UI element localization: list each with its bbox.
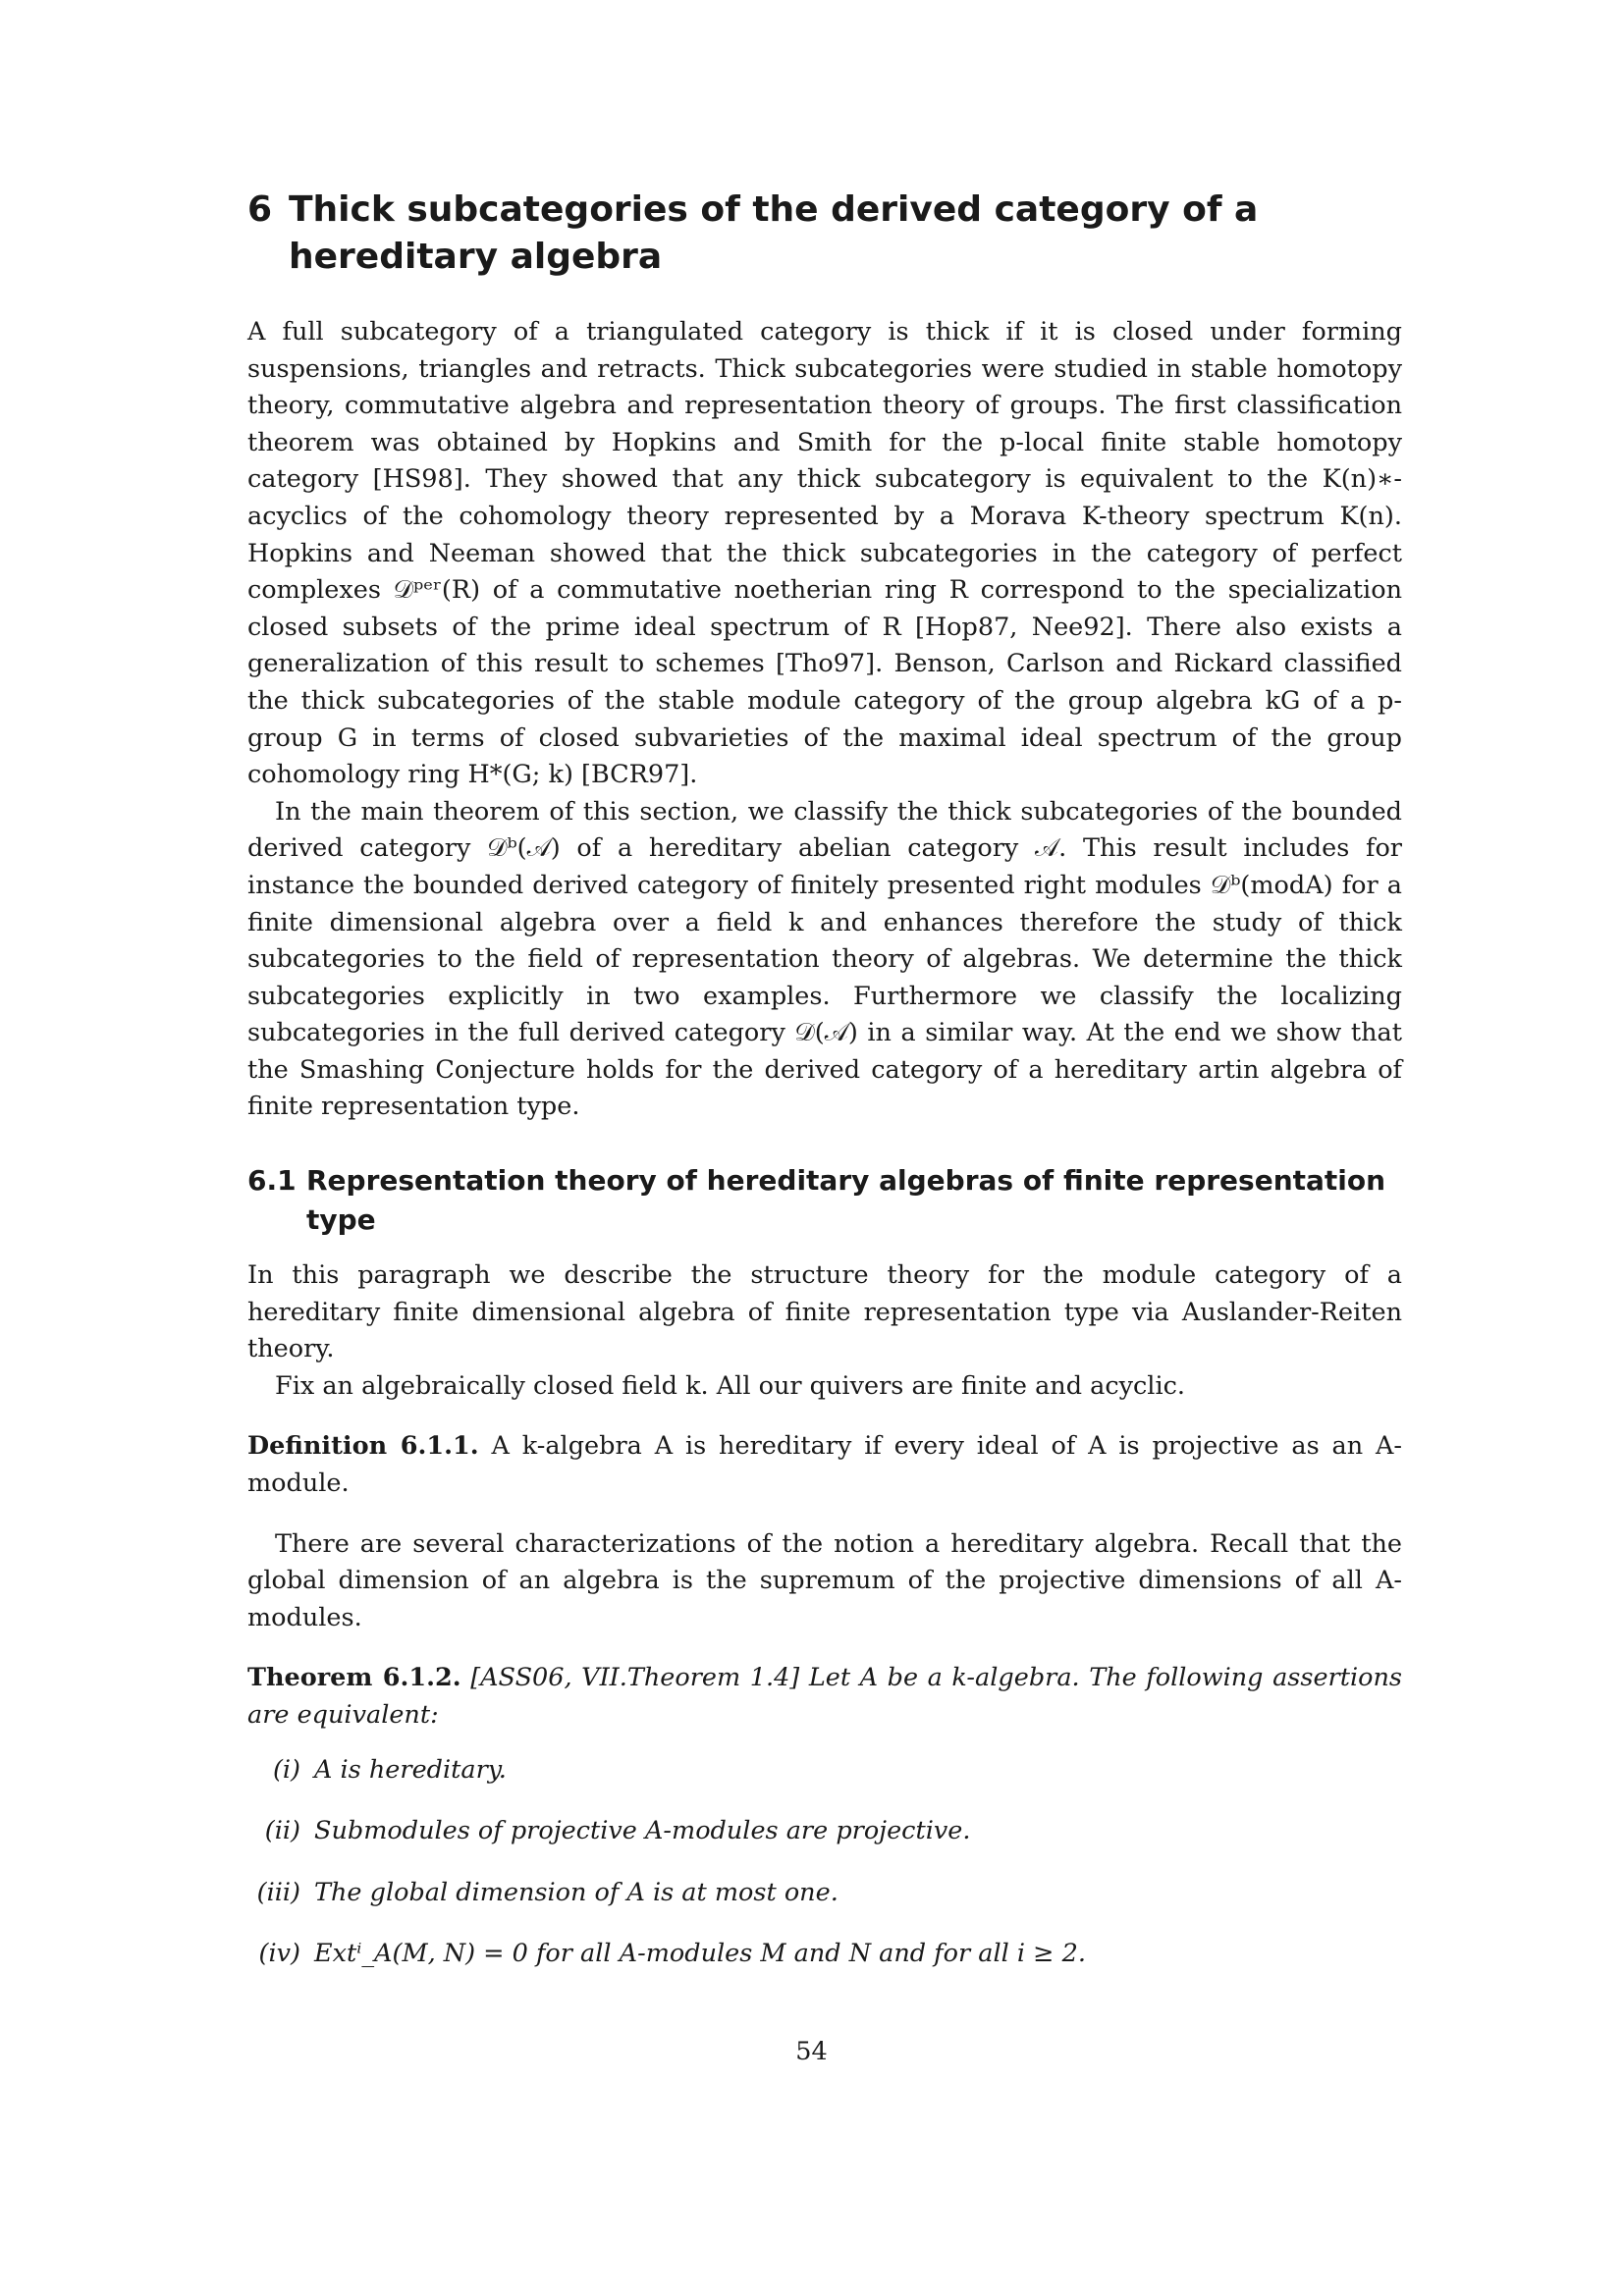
subsection-number: 6.1: [247, 1164, 297, 1198]
item-marker: (ii): [264, 1816, 300, 1846]
theorem-text: [ASS06, VII.Theorem 1.4] Let A be a k-algebra. The following assertions are equivalent:: [247, 1663, 1402, 1730]
definition-text: A k-algebra A is hereditary if every ideal of A is projective as an A-module.: [247, 1431, 1403, 1499]
remark-paragraph: There are several characterizations of the notion a hereditary algebra. Recall that the global dimension of an algebra is the supremum of the projective dimensions of all A-modules.: [247, 1528, 1402, 1632]
definition-label: Definition 6.1.1.: [247, 1431, 479, 1462]
page-content: [247, 187, 1402, 1998]
item-marker: (iv): [258, 1939, 300, 1969]
page-number: 54: [795, 2037, 828, 2066]
theorem-item: [247, 1875, 1402, 1912]
theorem-items: [247, 1752, 1402, 1973]
item-marker: (iii): [256, 1877, 300, 1907]
definition-block: [247, 1428, 1402, 1502]
section-heading: [247, 187, 1402, 281]
intro-paragraph-1: A full subcategory of a triangulated category is thick if it is closed under forming suspensions, triangles and retracts. Thick subcategories were studied in stable homotopy theory, commutative algebra and representation theory of groups. The first classification theorem was obtained by Hopkins and Smith for the p-local finite stable homotopy category [HS98]. They showed that any thick subcategory is equivalent to the K(n)∗-acyclics of the cohomology theory represented by a Morava K-theory spectrum K(n). Hopkins and Neeman showed that the thick subcategories in the category of perfect complexes 𝒟ᵖᵉʳ(R) of a commutative noetherian ring R correspond to the specialization closed subsets of the prime ideal spectrum of R [Hop87, Nee92]. There also exists a generalization of this result to schemes [Tho97]. Benson, Carlson and Rickard classified the thick subcategories of the stable module category of the group algebra kG of a p-group G in terms of closed subvarieties of the maximal ideal spectrum of the group cohomology ring H*(G; k) [BCR97].: [247, 317, 1402, 790]
subsection-title: Representation theory of hereditary algebras of finite representation type: [306, 1164, 1386, 1237]
intro-paragraph-2: In the main theorem of this section, we classify the thick subcategories of the bounded derived category 𝒟ᵇ(𝒜) of a hereditary abelian category 𝒜. This result includes for instance the bounded derived category of finitely presented right modules 𝒟ᵇ(modA) for a finite dimensional algebra over a field k and enhances therefore the study of thick subcategories to the field of representation theory of algebras. We determine the thick subcategories explicitly in two examples. Furthermore we classify the localizing subcategories in the full derived category 𝒟(𝒜) in a similar way. At the end we show that the Smashing Conjecture holds for the derived category of a hereditary artin algebra of finite representation type.: [247, 796, 1402, 1122]
item-marker: (i): [272, 1754, 300, 1785]
item-text: The global dimension of A is at most one.: [314, 1877, 839, 1907]
section-title: Thick subcategories of the derived category of a hereditary algebra: [289, 189, 1259, 277]
item-text: Submodules of projective A-modules are projective.: [314, 1816, 971, 1846]
theorem-block: [247, 1660, 1402, 1734]
theorem-item: [247, 1813, 1402, 1850]
item-text: A is hereditary.: [314, 1754, 507, 1785]
subsection-paragraph-1: In this paragraph we describe the structure theory for the module category of a hereditary finite dimensional algebra of finite representation type via Auslander-Reiten theory.: [247, 1260, 1402, 1364]
theorem-item: [247, 1752, 1402, 1789]
theorem-item: [247, 1936, 1402, 1973]
theorem-label: Theorem 6.1.2.: [247, 1663, 461, 1693]
subsection-heading: [247, 1161, 1402, 1240]
section-number: 6: [247, 189, 273, 230]
subsection-paragraph-2: Fix an algebraically closed field k. All our quivers are finite and acyclic.: [275, 1370, 1185, 1401]
item-text: Extⁱ_A(M, N) = 0 for all A-modules M and N and for all i ≥ 2.: [314, 1939, 1086, 1969]
